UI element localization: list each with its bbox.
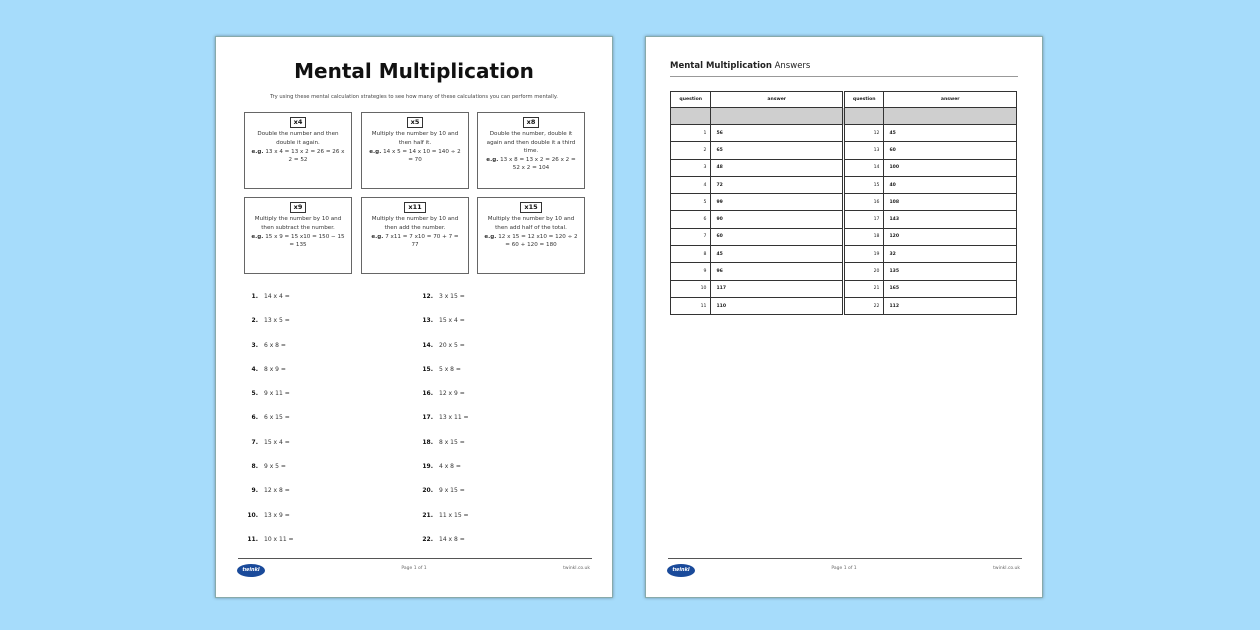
question-text: 9 x 15 = xyxy=(439,487,465,495)
strategy-example: 13 x 8 = 13 x 2 = 26 x 2 = 52 x 2 = 104 xyxy=(500,156,576,171)
question-item xyxy=(417,342,587,366)
answer-cell: 135 xyxy=(884,263,1017,280)
question-cell: 1 xyxy=(671,125,711,142)
question-text: 15 x 4 = xyxy=(439,317,465,325)
table-row xyxy=(671,228,1017,245)
question-text: 15 x 4 = xyxy=(264,438,290,446)
question-text: 12 x 8 = xyxy=(264,487,290,495)
strategy-card xyxy=(244,112,352,189)
question-item xyxy=(242,390,412,414)
question-item xyxy=(417,293,587,317)
footer-divider xyxy=(668,558,1022,559)
question-number: 6. xyxy=(251,414,258,422)
table-shaded-row xyxy=(671,108,1017,125)
page-number: Page 1 of 1 xyxy=(401,566,427,571)
table-row xyxy=(671,125,1017,142)
answer-cell: 110 xyxy=(711,297,844,314)
site-url: twinkl.co.uk xyxy=(993,566,1020,571)
question-text: 5 x 8 = xyxy=(439,365,461,373)
strategy-eg-label: e.g. xyxy=(369,148,382,155)
question-item xyxy=(417,487,587,511)
answer-cell: 96 xyxy=(711,263,844,280)
answer-cell: 108 xyxy=(884,194,1017,211)
worksheet-page xyxy=(215,36,613,598)
question-text: 20 x 5 = xyxy=(439,341,465,349)
strategy-card xyxy=(361,197,469,274)
question-item xyxy=(242,439,412,463)
question-text: 13 x 9 = xyxy=(264,511,290,519)
question-number: 18. xyxy=(422,438,433,446)
answers-title-rest: Answers xyxy=(771,61,811,71)
answer-cell: 60 xyxy=(884,142,1017,159)
worksheet-instructions: Try using these mental calculation strategies to see how many of these calculations you can perform mentally. xyxy=(270,94,558,100)
question-text: 9 x 11 = xyxy=(264,390,290,398)
question-cell: 21 xyxy=(843,280,883,297)
strategy-example: 15 x 9 = 15 x10 = 150 − 15 = 135 xyxy=(265,233,345,248)
answer-cell: 143 xyxy=(884,211,1017,228)
column-header: answer xyxy=(711,92,844,108)
question-item xyxy=(242,342,412,366)
strategy-badge: x15 xyxy=(520,202,541,213)
question-text: 12 x 9 = xyxy=(439,390,465,398)
question-number: 16. xyxy=(422,390,433,398)
strategy-eg-label: e.g. xyxy=(251,148,264,155)
answer-cell: 90 xyxy=(711,211,844,228)
question-number: 11. xyxy=(247,535,258,543)
question-cell: 9 xyxy=(671,263,711,280)
question-cell: 14 xyxy=(843,159,883,176)
strategy-card xyxy=(361,112,469,189)
answer-cell: 48 xyxy=(711,159,844,176)
question-text: 6 x 15 = xyxy=(264,414,290,422)
question-cell: 3 xyxy=(671,159,711,176)
question-number: 10. xyxy=(247,511,258,519)
footer-divider xyxy=(238,558,592,559)
question-cell: 12 xyxy=(843,125,883,142)
question-text: 13 x 5 = xyxy=(264,317,290,325)
strategy-badge: x11 xyxy=(404,202,425,213)
question-number: 19. xyxy=(422,463,433,471)
strategy-example: 7 x11 = 7 x10 = 70 + 7 = 77 xyxy=(385,233,459,248)
answer-cell: 65 xyxy=(711,142,844,159)
question-cell: 22 xyxy=(843,297,883,314)
table-row xyxy=(671,263,1017,280)
question-number: 2. xyxy=(251,317,258,325)
answers-title-bold: Mental Multiplication xyxy=(670,61,772,71)
question-text: 14 x 8 = xyxy=(439,535,465,543)
question-cell: 10 xyxy=(671,280,711,297)
question-number: 13. xyxy=(422,317,433,325)
question-number: 22. xyxy=(422,535,433,543)
table-header-row xyxy=(671,92,1017,108)
answer-cell: 120 xyxy=(884,228,1017,245)
question-text: 6 x 8 = xyxy=(264,341,286,349)
question-text: 9 x 5 = xyxy=(264,463,286,471)
worksheet-title: Mental Multiplication xyxy=(294,59,534,83)
question-text: 3 x 15 = xyxy=(439,293,465,300)
question-item xyxy=(242,463,412,487)
question-item xyxy=(242,414,412,438)
question-number: 9. xyxy=(251,487,258,495)
answer-cell: 45 xyxy=(884,125,1017,142)
question-cell: 20 xyxy=(843,263,883,280)
question-item xyxy=(242,512,412,536)
question-cell: 2 xyxy=(671,142,711,159)
question-number: 17. xyxy=(422,414,433,422)
question-item xyxy=(242,293,412,317)
answer-cell: 60 xyxy=(711,228,844,245)
answer-cell: 117 xyxy=(711,280,844,297)
question-item xyxy=(417,366,587,390)
question-item xyxy=(417,317,587,341)
answer-cell: 100 xyxy=(884,159,1017,176)
strategy-eg-label: e.g. xyxy=(371,233,384,240)
question-text: 8 x 9 = xyxy=(264,365,286,373)
question-cell: 4 xyxy=(671,176,711,193)
strategy-badge: x8 xyxy=(523,117,540,128)
question-cell: 15 xyxy=(843,176,883,193)
question-text: 11 x 15 = xyxy=(439,511,469,519)
question-cell: 11 xyxy=(671,297,711,314)
question-number: 5. xyxy=(251,390,258,398)
strategy-text: Double the number, double it again and then double it a third time. xyxy=(486,131,576,154)
page-number: Page 1 of 1 xyxy=(831,566,857,571)
title-rule xyxy=(670,76,1018,77)
answer-cell: 112 xyxy=(884,297,1017,314)
question-cell: 8 xyxy=(671,246,711,263)
answer-cell: 40 xyxy=(884,176,1017,193)
strategy-eg-label: e.g. xyxy=(486,156,499,163)
question-item xyxy=(242,487,412,511)
question-text: 10 x 11 = xyxy=(264,535,294,543)
strategy-card xyxy=(477,112,585,189)
question-cell: 17 xyxy=(843,211,883,228)
question-item xyxy=(417,463,587,487)
question-cell: 7 xyxy=(671,228,711,245)
strategy-badge: x4 xyxy=(290,117,307,128)
answers-title xyxy=(670,61,810,71)
table-row xyxy=(671,246,1017,263)
question-item xyxy=(417,414,587,438)
strategy-example: 13 x 4 = 13 x 2 = 26 = 26 x 2 = 52 xyxy=(265,148,345,163)
answer-cell: 45 xyxy=(711,246,844,263)
question-text: 14 x 4 = xyxy=(264,293,290,300)
question-number: 21. xyxy=(422,511,433,519)
strategy-example: 14 x 5 = 14 x 10 = 140 ÷ 2 = 70 xyxy=(383,148,461,163)
table-row xyxy=(671,159,1017,176)
question-number: 7. xyxy=(251,438,258,446)
twinkl-logo: twinkl xyxy=(237,564,265,577)
strategy-text: Multiply the number by 10 and then half it. xyxy=(371,131,459,146)
strategy-badge: x9 xyxy=(290,202,307,213)
strategy-example: 12 x 15 = 12 x10 = 120 ÷ 2 = 60 + 120 = 180 xyxy=(498,233,578,248)
answers-page xyxy=(645,36,1043,598)
strategy-badge: x5 xyxy=(407,117,424,128)
site-url: twinkl.co.uk xyxy=(563,566,590,571)
answer-cell: 72 xyxy=(711,176,844,193)
strategy-text: Multiply the number by 10 and then subtract the number. xyxy=(254,216,342,231)
question-number: 8. xyxy=(251,463,258,471)
question-number: 4. xyxy=(251,365,258,373)
question-item xyxy=(417,536,587,560)
question-cell: 6 xyxy=(671,211,711,228)
question-number: 1. xyxy=(251,293,258,300)
question-cell: 19 xyxy=(843,246,883,263)
answer-cell: 165 xyxy=(884,280,1017,297)
question-list-right xyxy=(417,293,587,560)
question-item xyxy=(242,536,412,560)
strategy-text: Multiply the number by 10 and then add the number. xyxy=(371,216,459,231)
table-row xyxy=(671,142,1017,159)
question-text: 4 x 8 = xyxy=(439,463,461,471)
question-item xyxy=(417,512,587,536)
question-cell: 18 xyxy=(843,228,883,245)
column-header: question xyxy=(671,92,711,108)
twinkl-logo: twinkl xyxy=(667,564,695,577)
question-item xyxy=(417,439,587,463)
question-cell: 5 xyxy=(671,194,711,211)
question-item xyxy=(242,366,412,390)
answers-table xyxy=(670,91,1017,315)
table-row xyxy=(671,211,1017,228)
answer-cell: 99 xyxy=(711,194,844,211)
strategy-text: Multiply the number by 10 and then add half of the total. xyxy=(487,216,575,231)
strategy-eg-label: e.g. xyxy=(484,233,497,240)
strategy-text: Double the number and then double it again. xyxy=(257,131,339,146)
question-item xyxy=(417,390,587,414)
strategy-card xyxy=(244,197,352,274)
column-header: question xyxy=(843,92,883,108)
question-number: 15. xyxy=(422,365,433,373)
question-cell: 16 xyxy=(843,194,883,211)
table-row xyxy=(671,297,1017,314)
question-text: 13 x 11 = xyxy=(439,414,469,422)
strategy-eg-label: e.g. xyxy=(251,233,264,240)
question-cell: 13 xyxy=(843,142,883,159)
question-list-left xyxy=(242,293,412,560)
question-number: 20. xyxy=(422,487,433,495)
strategy-grid xyxy=(244,112,586,274)
answer-cell: 56 xyxy=(711,125,844,142)
question-number: 12. xyxy=(422,293,433,300)
table-row xyxy=(671,176,1017,193)
column-header: answer xyxy=(884,92,1017,108)
table-row xyxy=(671,280,1017,297)
question-number: 3. xyxy=(251,341,258,349)
question-number: 14. xyxy=(422,341,433,349)
question-text: 8 x 15 = xyxy=(439,438,465,446)
question-item xyxy=(242,317,412,341)
table-row xyxy=(671,194,1017,211)
strategy-card xyxy=(477,197,585,274)
answer-cell: 32 xyxy=(884,246,1017,263)
